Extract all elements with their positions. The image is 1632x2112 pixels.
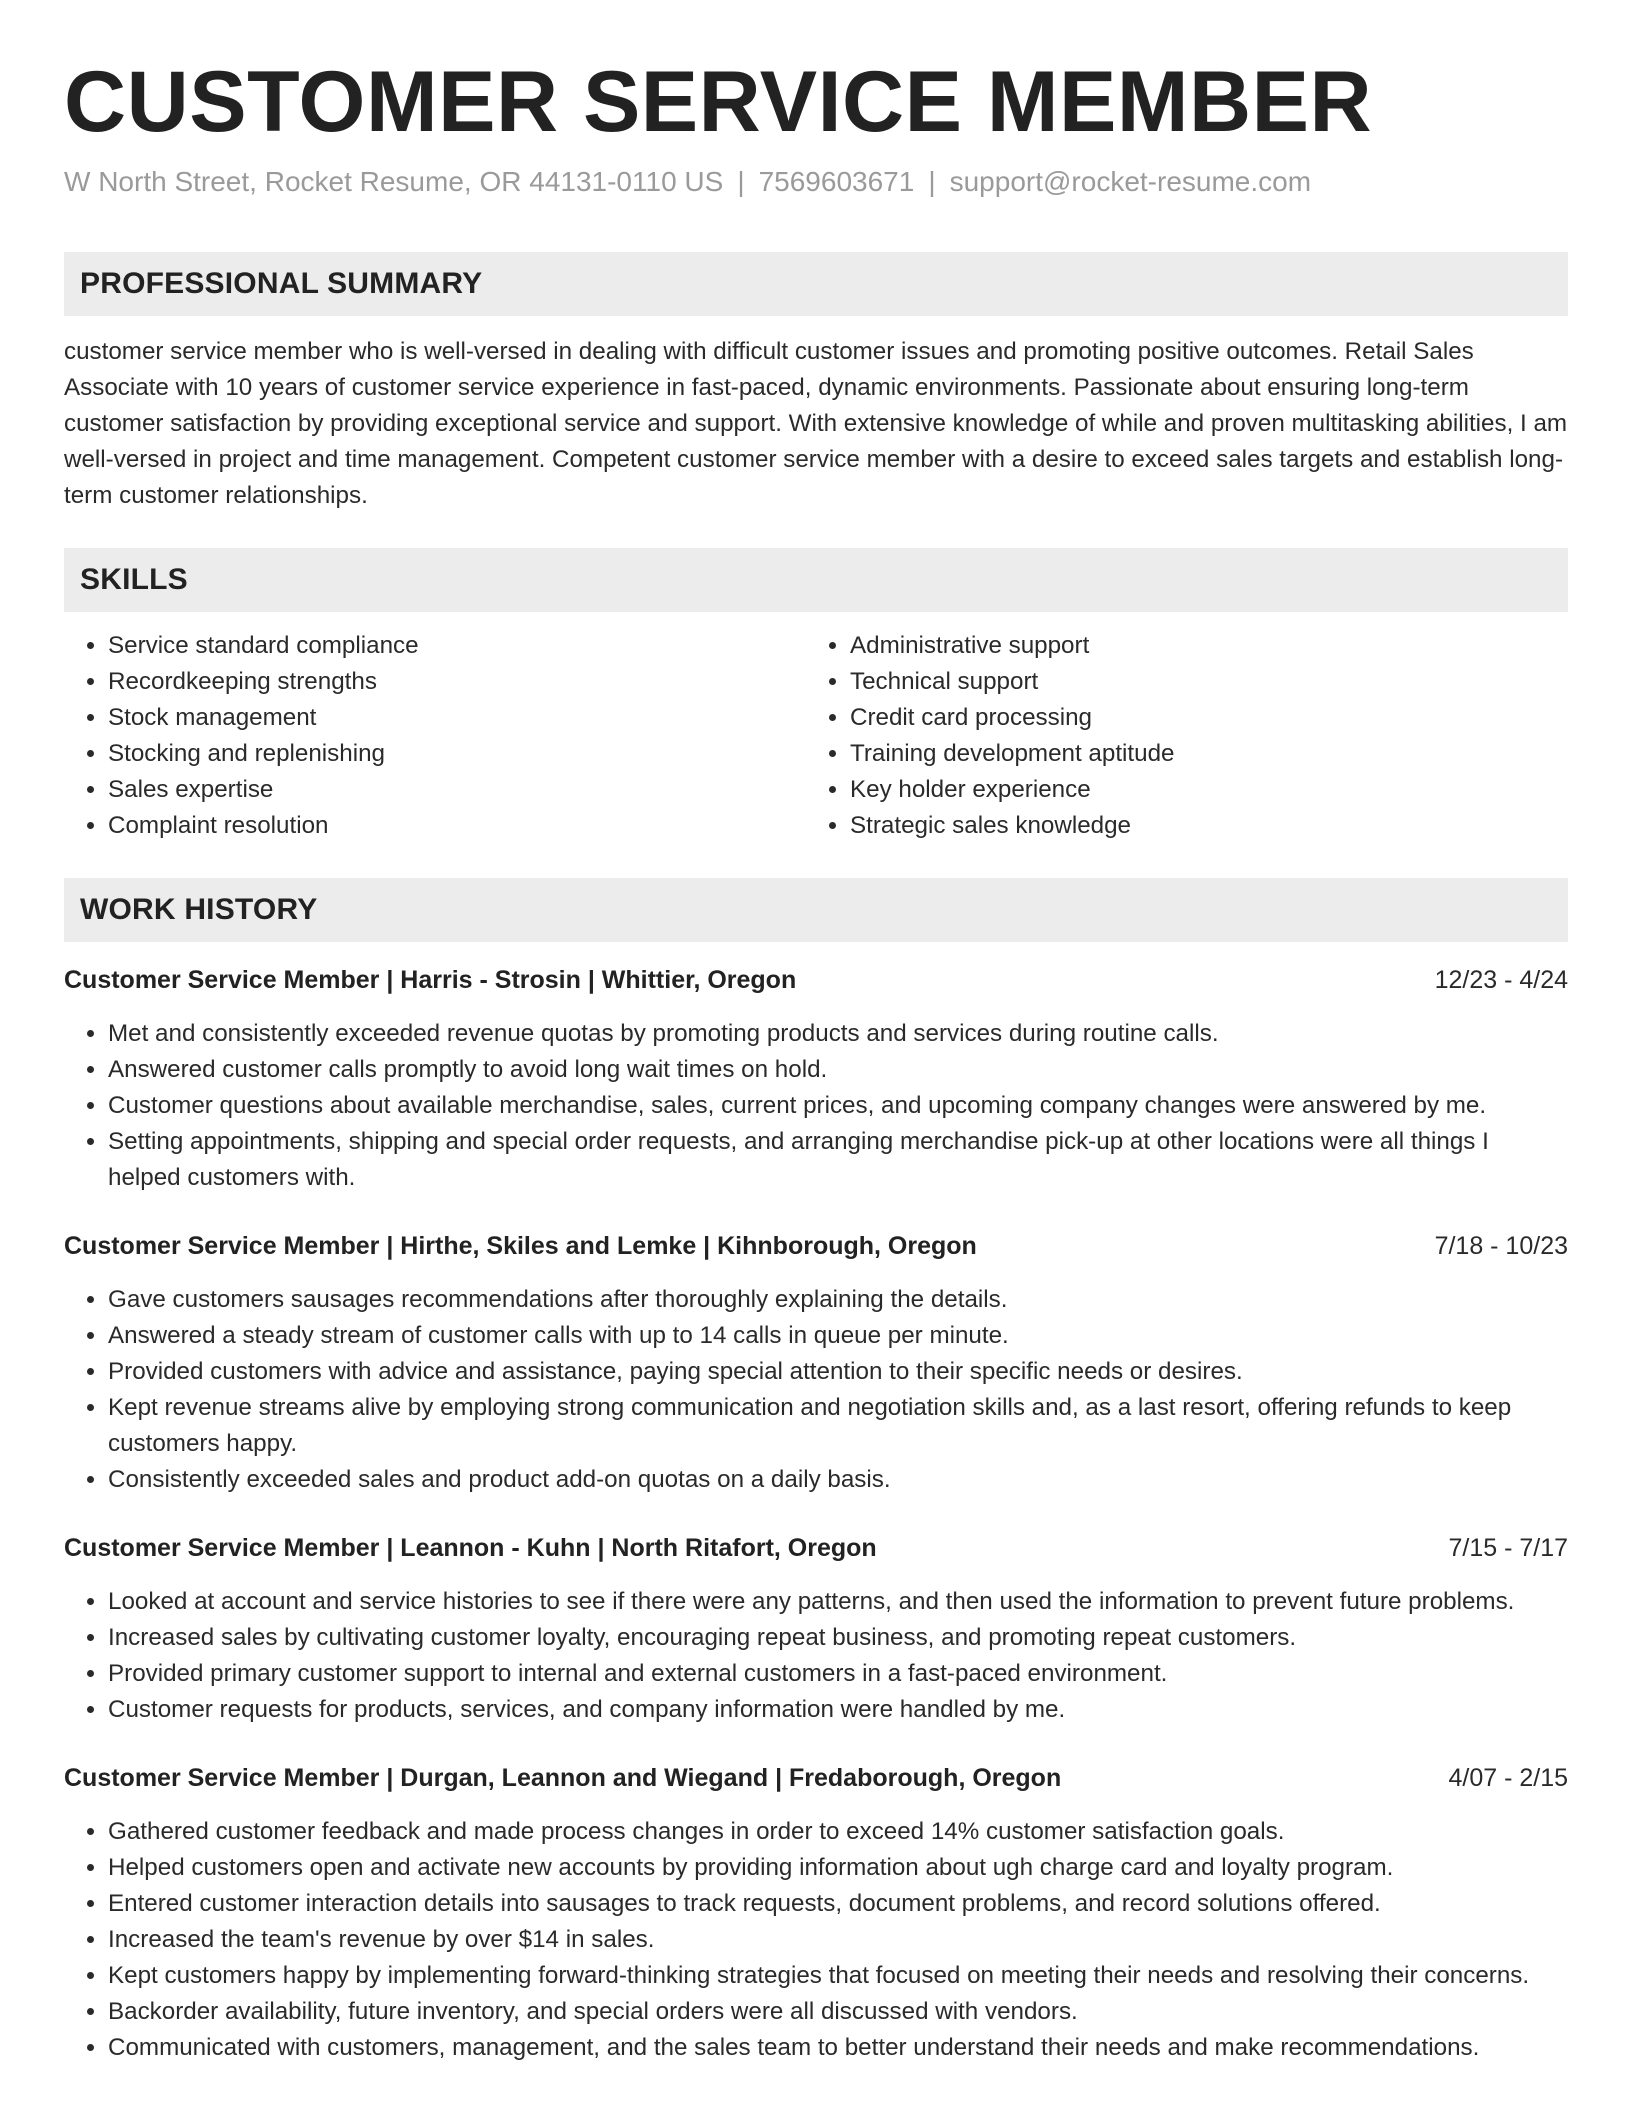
job-dates: 12/23 - 4/24 [1434,966,1568,994]
contact-separator: | [737,166,745,197]
work-history-heading: WORK HISTORY [64,878,1568,942]
job-bullets [64,1814,1568,2066]
job-dates: 7/15 - 7/17 [1448,1534,1568,1562]
job-bullet: • Provided customers with advice and assistance, paying special attention to their specific needs or desires. [108,1354,1568,1390]
job-entry [64,962,1568,1196]
job-header [64,1760,1568,1796]
job-bullet: • Consistently exceeded sales and product add-on quotas on a daily basis. [108,1462,1568,1498]
job-bullet: • Customer questions about available merchandise, sales, current prices, and upcoming company changes were answered by me. [108,1088,1568,1124]
job-bullets [64,1584,1568,1728]
skill-item: • Administrative support [850,628,1568,664]
job-entry [64,1228,1568,1498]
job-bullet: • Increased sales by cultivating customer loyalty, encouraging repeat business, and promoting repeat customers. [108,1620,1568,1656]
job-entry [64,1530,1568,1728]
job-bullet: • Customer requests for products, services, and company information were handled by me. [108,1692,1568,1728]
summary-text: customer service member who is well-versed in dealing with difficult customer issues and promoting positive outcomes. Retail Sales Associate with 10 years of customer service experience in fast-paced, dynamic environments. Passionate about ensuring long-term customer satisfaction by providing exceptional service and support. With extensive knowledge of while and proven multitasking abilities, I am well-versed in project and time management. Competent customer service member with a desire to exceed sales targets and establish long-term customer relationships. [64,338,1568,509]
contact-separator: | [928,166,936,197]
job-header [64,1530,1568,1566]
contact-email: support@rocket-resume.com [949,166,1312,197]
contact-address: W North Street, Rocket Resume, OR 44131-0110 US [64,166,724,197]
job-bullet: • Kept revenue streams alive by employing strong communication and negotiation skills and, as a last resort, offering refunds to keep customers happy. [108,1390,1568,1462]
skill-item: • Stocking and replenishing [108,736,806,772]
job-bullet: • Answered customer calls promptly to avoid long wait times on hold. [108,1052,1568,1088]
job-bullet: • Entered customer interaction details into sausages to track requests, document problems, and record solutions offered. [108,1886,1568,1922]
skill-item: • Technical support [850,664,1568,700]
job-title: Customer Service Member | Harris - Strosin | Whittier, Oregon [64,966,797,994]
skills-heading: SKILLS [64,548,1568,612]
skill-item: • Credit card processing [850,700,1568,736]
skills-column-left [64,628,806,844]
skill-item: • Complaint resolution [108,808,806,844]
skill-item: • Service standard compliance [108,628,806,664]
job-bullet: • Increased the team's revenue by over $14 in sales. [108,1922,1568,1958]
skill-item: • Sales expertise [108,772,806,808]
contact-phone: 7569603671 [758,166,915,197]
job-bullet: • Provided primary customer support to internal and external customers in a fast-paced environment. [108,1656,1568,1692]
skill-item: • Stock management [108,700,806,736]
skill-item: • Recordkeeping strengths [108,664,806,700]
contact-line [64,164,1568,200]
job-entry [64,1760,1568,2066]
job-title: Customer Service Member | Durgan, Leannon and Wiegand | Fredaborough, Oregon [64,1764,1062,1792]
job-dates: 4/07 - 2/15 [1448,1764,1568,1792]
candidate-name: CUSTOMER SERVICE MEMBER [64,54,1373,150]
job-bullet: • Met and consistently exceeded revenue quotas by promoting products and services during routine calls. [108,1016,1568,1052]
job-bullet: • Backorder availability, future inventory, and special orders were all discussed with vendors. [108,1994,1568,2030]
job-bullet: • Looked at account and service histories to see if there were any patterns, and then used the information to prevent future problems. [108,1584,1568,1620]
summary-heading: PROFESSIONAL SUMMARY [64,252,1568,316]
skills-column-right [806,628,1568,844]
job-title: Customer Service Member | Hirthe, Skiles and Lemke | Kihnborough, Oregon [64,1232,977,1260]
skill-item: • Training development aptitude [850,736,1568,772]
skill-item: • Key holder experience [850,772,1568,808]
skill-item: • Strategic sales knowledge [850,808,1568,844]
job-header [64,1228,1568,1264]
job-bullet: • Communicated with customers, management, and the sales team to better understand their needs and make recommendations. [108,2030,1568,2066]
job-bullets [64,1016,1568,1196]
job-bullet: • Gathered customer feedback and made process changes in order to exceed 14% customer satisfaction goals. [108,1814,1568,1850]
job-bullet: • Answered a steady stream of customer calls with up to 14 calls in queue per minute. [108,1318,1568,1354]
job-bullets [64,1282,1568,1498]
job-bullet: • Kept customers happy by implementing forward-thinking strategies that focused on meeting their needs and resolving their concerns. [108,1958,1568,1994]
job-title: Customer Service Member | Leannon - Kuhn | North Ritafort, Oregon [64,1534,877,1562]
job-bullet: • Helped customers open and activate new accounts by providing information about ugh charge card and loyalty program. [108,1850,1568,1886]
job-bullet: • Setting appointments, shipping and special order requests, and arranging merchandise pick-up at other locations were all things I helped customers with. [108,1124,1568,1196]
job-header [64,962,1568,998]
skills-list [64,628,1568,844]
job-bullet: • Gave customers sausages recommendations after thoroughly explaining the details. [108,1282,1568,1318]
job-dates: 7/18 - 10/23 [1434,1232,1568,1260]
